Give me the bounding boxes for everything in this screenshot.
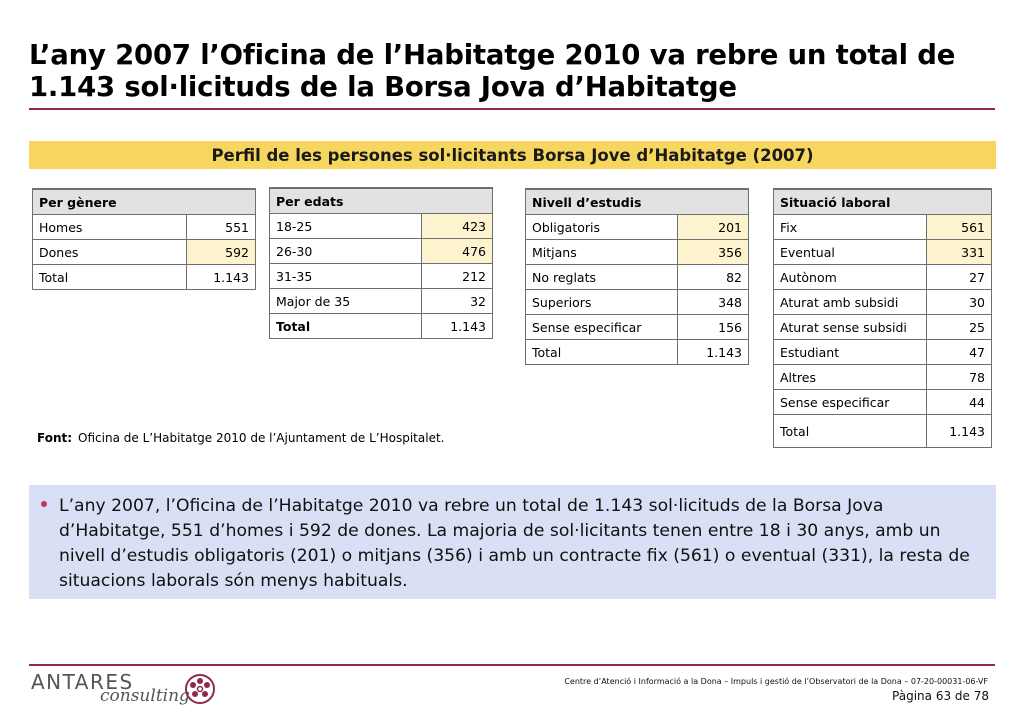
bullet-icon	[41, 501, 47, 507]
row-label: 26-30	[270, 239, 422, 264]
row-value: 551	[187, 215, 256, 240]
row-label: Eventual	[774, 240, 927, 265]
row-value: 561	[927, 215, 992, 240]
row-value: 212	[422, 264, 493, 289]
table-laboral	[773, 188, 992, 448]
row-label: Estudiant	[774, 340, 927, 365]
table-row	[33, 265, 256, 290]
table-row	[270, 214, 493, 239]
table-row	[774, 290, 992, 315]
table-row	[270, 239, 493, 264]
row-value: 156	[678, 315, 749, 340]
row-label: Total	[33, 265, 187, 290]
logo-main-text: ANTARES	[31, 670, 134, 694]
row-value: 331	[927, 240, 992, 265]
table-row	[33, 240, 256, 265]
flower-icon	[184, 673, 216, 705]
row-value: 44	[927, 390, 992, 415]
table-row	[526, 290, 749, 315]
table-genere	[32, 188, 256, 290]
row-label: Total	[526, 340, 678, 365]
row-value: 1.143	[678, 340, 749, 365]
row-label: 31-35	[270, 264, 422, 289]
page-number: Pàgina 63 de 78	[892, 689, 989, 703]
source-label: Font:	[37, 431, 73, 445]
table-row	[774, 390, 992, 415]
row-label: Major de 35	[270, 289, 422, 314]
row-value: 27	[927, 265, 992, 290]
table-row	[774, 265, 992, 290]
row-label: Sense especificar	[526, 315, 678, 340]
summary-text: L’any 2007, l’Oficina de l’Habitatge 2010 va rebre un total de 1.143 sol·licituds de la Borsa Jova d’Habitatge, 551 d’homes i 592 de dones. La majoria de sol·licitants tenen entre 18 i 30 anys, amb un nivell d’estudis obligatoris (201) o mitjans (356) i amb un contracte fix (561) o eventual (331), la resta de situacions laborals són menys habituals.	[59, 496, 970, 591]
page-title: L’any 2007 l’Oficina de l’Habitatge 2010 va rebre un total de 1.143 sol·licituds de la Borsa Jova d’Habitatge	[29, 39, 956, 103]
table-row	[526, 215, 749, 240]
row-value: 1.143	[187, 265, 256, 290]
table-header: Per gènere	[33, 189, 256, 215]
row-value: 25	[927, 315, 992, 340]
title-divider	[29, 108, 995, 110]
section-banner: Perfil de les persones sol·licitants Borsa Jove d’Habitatge (2007)	[29, 141, 996, 169]
logo-sub-text: consulting	[100, 686, 190, 706]
row-label: Total	[270, 314, 422, 339]
table-row	[774, 215, 992, 240]
row-value: 423	[422, 214, 493, 239]
summary-box	[29, 485, 996, 599]
row-label: No reglats	[526, 265, 678, 290]
table-estudis	[525, 188, 749, 365]
table-row	[526, 265, 749, 290]
row-value: 30	[927, 290, 992, 315]
table-row	[774, 340, 992, 365]
row-value: 201	[678, 215, 749, 240]
table-row	[774, 240, 992, 265]
table-row	[774, 365, 992, 390]
row-value: 47	[927, 340, 992, 365]
row-value: 356	[678, 240, 749, 265]
row-label: Sense especificar	[774, 390, 927, 415]
table-row	[526, 240, 749, 265]
row-label: Homes	[33, 215, 187, 240]
row-label: Obligatoris	[526, 215, 678, 240]
row-label: Superiors	[526, 290, 678, 315]
row-label: Autònom	[774, 265, 927, 290]
row-label: Aturat amb subsidi	[774, 290, 927, 315]
table-row	[526, 340, 749, 365]
row-value: 78	[927, 365, 992, 390]
row-label: Aturat sense subsidi	[774, 315, 927, 340]
row-value: 348	[678, 290, 749, 315]
source-text: Oficina de L’Habitatge 2010 de l’Ajuntament de L’Hospitalet.	[78, 431, 445, 445]
row-value: 82	[678, 265, 749, 290]
table-edats	[269, 187, 493, 339]
row-label: Fix	[774, 215, 927, 240]
row-value: 1.143	[422, 314, 493, 339]
table-row	[270, 314, 493, 339]
source-note	[37, 431, 444, 445]
row-label: Dones	[33, 240, 187, 265]
row-value: 32	[422, 289, 493, 314]
row-label: 18-25	[270, 214, 422, 239]
table-row	[33, 215, 256, 240]
row-label: Mitjans	[526, 240, 678, 265]
table-row	[526, 315, 749, 340]
table-row	[774, 415, 992, 448]
row-label: Altres	[774, 365, 927, 390]
footer-text: Centre d’Atenció i Informació a la Dona – Impuls i gestió de l’Observatori de la Dona – 07-20-00031-06-VF	[564, 677, 988, 686]
table-row	[270, 264, 493, 289]
table-header: Situació laboral	[774, 189, 992, 215]
table-row	[774, 315, 992, 340]
table-header: Nivell d’estudis	[526, 189, 749, 215]
row-value: 1.143	[927, 415, 992, 448]
row-value: 476	[422, 239, 493, 264]
table-header: Per edats	[270, 188, 493, 214]
footer-divider	[29, 664, 995, 666]
table-row	[270, 289, 493, 314]
row-label: Total	[774, 415, 927, 448]
row-value: 592	[187, 240, 256, 265]
